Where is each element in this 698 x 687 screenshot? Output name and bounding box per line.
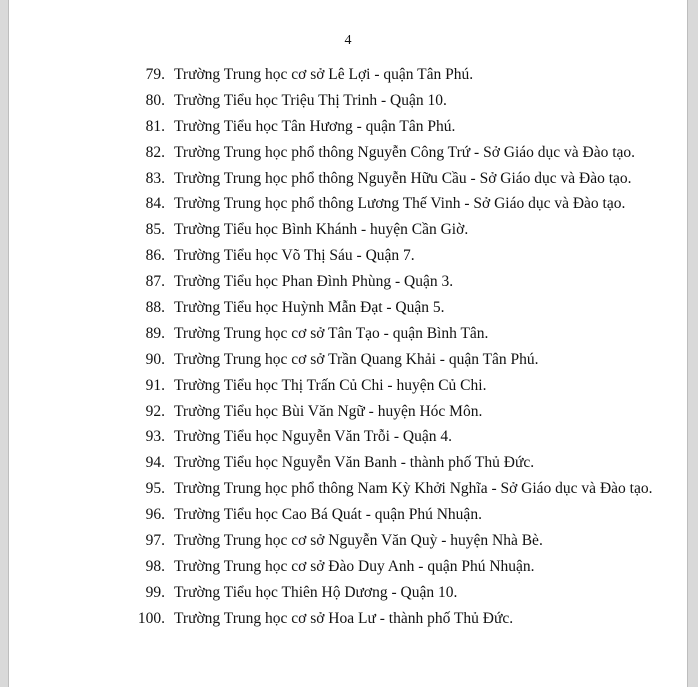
item-number: 81.: [145, 117, 165, 135]
item-number: 100.: [137, 609, 165, 627]
item-number: 94.: [145, 454, 165, 472]
item-text: Trường Tiểu học Phan Đình Phùng - Quận 3.: [174, 273, 454, 291]
item-text: Trường Tiểu học Tân Hương - quận Tân Phú.: [174, 117, 456, 135]
list-item: [132, 478, 652, 504]
item-text: Trường Tiểu học Triệu Thị Trinh - Quận 10.: [174, 91, 447, 109]
item-text: Trường Trung học cơ sở Đào Duy Anh - quận Phú Nhuận.: [174, 557, 535, 575]
list-item: [132, 116, 652, 142]
list-item: [132, 452, 652, 478]
list-item: [132, 530, 652, 556]
list-item: [132, 504, 652, 530]
item-number: 84.: [145, 195, 165, 213]
item-number: 83.: [145, 169, 165, 187]
item-number: 82.: [145, 143, 165, 161]
item-number: 89.: [145, 324, 165, 342]
list-item: [132, 90, 652, 116]
list-item: [132, 297, 652, 323]
item-number: 95.: [145, 480, 165, 498]
item-text: Trường Tiểu học Võ Thị Sáu - Quận 7.: [174, 247, 415, 265]
item-text: Trường Trung học phổ thông Nguyễn Công Trứ - Sở Giáo dục và Đào tạo.: [174, 143, 636, 161]
list-item: [132, 323, 652, 349]
item-text: Trường Trung học cơ sở Lê Lợi - quận Tân Phú.: [174, 66, 474, 83]
item-number: 87.: [145, 273, 165, 291]
item-number: 88.: [145, 299, 165, 317]
item-text: Trường Trung học phổ thông Nam Kỳ Khởi Nghĩa - Sở Giáo dục và Đào tạo.: [174, 480, 653, 498]
list-item: [132, 64, 652, 90]
item-number: 85.: [145, 221, 165, 239]
item-text: Trường Tiểu học Thị Trấn Củ Chi - huyện Củ Chi.: [174, 376, 487, 394]
item-text: Trường Trung học phổ thông Nguyễn Hữu Cầu - Sở Giáo dục và Đào tạo.: [174, 169, 632, 187]
item-number: 92.: [145, 402, 165, 420]
list-item: [132, 168, 652, 194]
item-text: Trường Tiểu học Huỳnh Mẫn Đạt - Quận 5.: [174, 299, 445, 317]
list-item: [132, 608, 652, 634]
item-text: Trường Tiểu học Nguyễn Văn Banh - thành phố Thủ Đức.: [174, 454, 535, 472]
list-item: [132, 349, 652, 375]
list-item: [132, 556, 652, 582]
school-list: [132, 64, 652, 634]
list-item: [132, 193, 652, 219]
item-number: 98.: [145, 557, 165, 575]
item-text: Trường Tiểu học Thiên Hộ Dương - Quận 10.: [174, 583, 458, 601]
item-number: 80.: [145, 91, 165, 109]
item-number: 96.: [145, 506, 165, 524]
item-text: Trường Trung học phổ thông Lương Thế Vinh - Sở Giáo dục và Đào tạo.: [174, 195, 626, 213]
page-number: 4: [344, 33, 352, 48]
list-item: [132, 582, 652, 608]
item-number: 99.: [145, 583, 165, 601]
list-item: [132, 426, 652, 452]
item-text: Trường Tiểu học Bình Khánh - huyện Cần Giờ.: [174, 221, 469, 239]
list-item: [132, 245, 652, 271]
item-number: 79.: [145, 66, 165, 83]
item-number: 97.: [145, 532, 165, 550]
list-item: [132, 401, 652, 427]
document-page: [8, 0, 688, 687]
list-item: [132, 142, 652, 168]
item-number: 90.: [145, 350, 165, 368]
list-item: [132, 375, 652, 401]
item-number: 91.: [145, 376, 165, 394]
item-number: 86.: [145, 247, 165, 265]
list-item: [132, 271, 652, 297]
item-text: Trường Trung học cơ sở Hoa Lư - thành phố Thủ Đức.: [174, 609, 514, 627]
item-text: Trường Tiểu học Nguyễn Văn Trỗi - Quận 4.: [174, 428, 452, 446]
item-number: 93.: [145, 428, 165, 446]
item-text: Trường Trung học cơ sở Trần Quang Khải - quận Tân Phú.: [174, 350, 539, 368]
item-text: Trường Trung học cơ sở Nguyễn Văn Quỳ - huyện Nhà Bè.: [174, 532, 543, 550]
item-text: Trường Tiểu học Cao Bá Quát - quận Phú Nhuận.: [174, 506, 482, 524]
item-text: Trường Tiểu học Bùi Văn Ngữ - huyện Hóc Môn.: [174, 402, 483, 420]
item-text: Trường Trung học cơ sở Tân Tạo - quận Bình Tân.: [174, 324, 489, 342]
list-item: [132, 219, 652, 245]
